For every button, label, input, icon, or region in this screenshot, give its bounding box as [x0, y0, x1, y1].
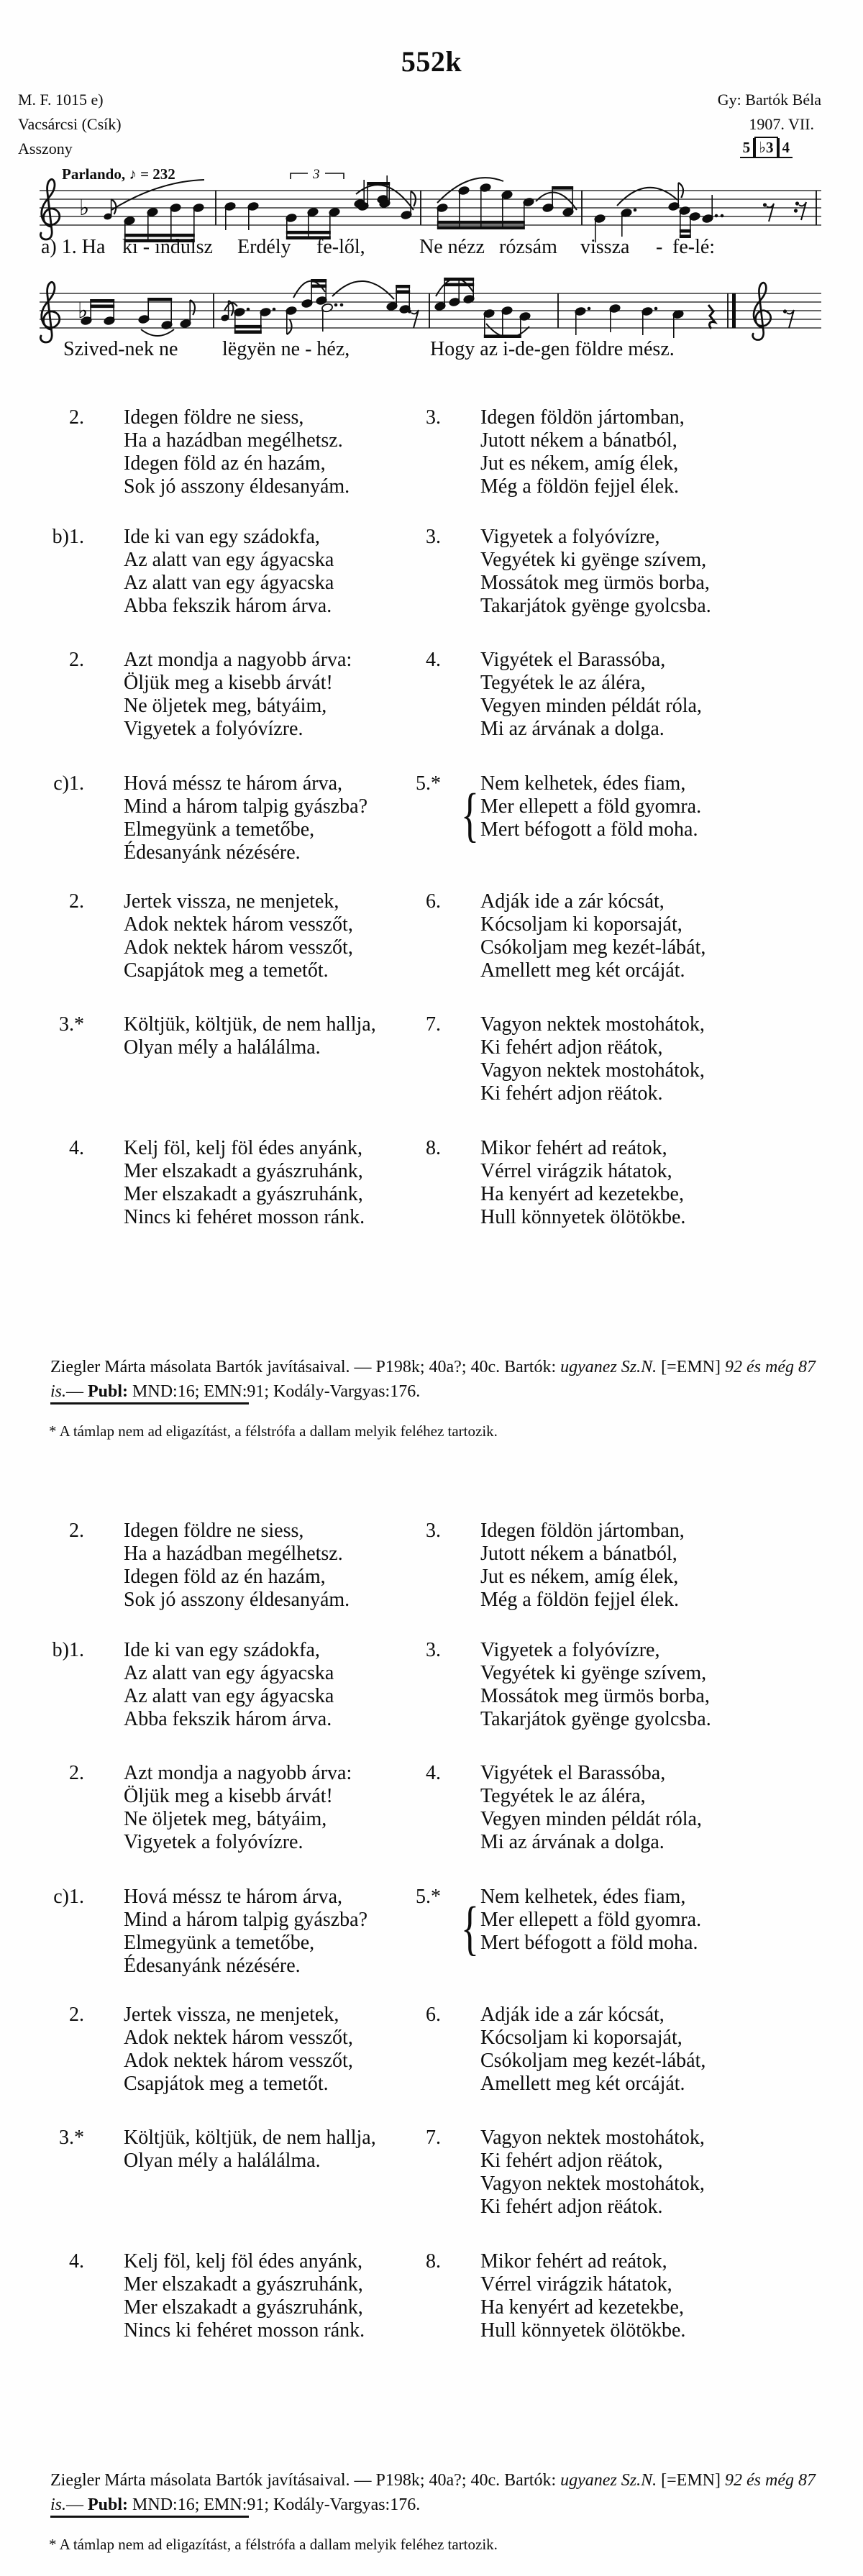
cadence-first: 5 — [740, 138, 755, 158]
verse-line: Olyan mély a halálálma. — [124, 1036, 321, 1059]
verse-stanza — [59, 2127, 376, 2173]
verse-line: Adok nektek három vesszőt, — [124, 2050, 353, 2072]
verse-line: Mert béfogott a föld moha. — [480, 1932, 698, 1954]
verse-line: Amellett meg két orcáját. — [480, 2073, 685, 2095]
lyric-syllable: Erdély — [237, 236, 291, 258]
verse-line: Mer ellepett a föld gyomra. — [480, 1909, 702, 1931]
verse-line: Adok nektek három vesszőt, — [124, 2027, 353, 2049]
verse-stanza — [69, 1762, 352, 1854]
source-ref: M. F. 1015 e) — [18, 91, 104, 109]
verse-stanza — [416, 1886, 702, 1962]
verse-line: Vigyétek el Barassóba, — [480, 1762, 666, 1784]
augmentation-dot — [340, 303, 344, 307]
beam — [90, 299, 114, 303]
beam — [90, 305, 114, 309]
music-notation — [0, 0, 863, 431]
stanza-number: 8. — [426, 1137, 441, 1159]
verse-line: Idegen földre ne siess, — [124, 1520, 304, 1542]
verse-line: Mikor fehért ad reátok, — [480, 1137, 667, 1159]
verse-stanza — [426, 2127, 705, 2219]
stanza-number: 5.* — [416, 772, 441, 795]
rest-dot — [408, 309, 411, 313]
beam — [437, 221, 525, 224]
verse-line: Adok nektek három vesszőt, — [124, 913, 353, 936]
footnote-rule — [50, 2516, 249, 2518]
stanza-number: b)1. — [52, 1639, 84, 1661]
verse-line: Mind a három talpig gyászba? — [124, 795, 368, 818]
verse-stanza — [426, 649, 702, 741]
verse-line: Vagyon nektek mostohátok, — [480, 2173, 705, 2195]
footnote: * A támlap nem ad eligazítást, a félstrófa a dallam melyik feléhez tartozik. — [49, 2536, 498, 2553]
verse-line: Abba fekszik három árva. — [124, 1708, 332, 1730]
augmentation-dot — [247, 308, 250, 311]
verse-line: Hová méssz te három árva, — [124, 1886, 342, 1908]
verse-line: Még a földön fejjel élek. — [480, 475, 680, 498]
verse-line: Ne öljetek meg, bátyáim, — [124, 695, 327, 717]
source-note-segment: 92 és még 87 — [725, 1358, 816, 1376]
stanza-number: 2. — [69, 1762, 84, 1784]
beam — [234, 325, 262, 329]
variant-brace: { — [461, 782, 480, 849]
verse-line: Vigyétek el Barassóba, — [480, 649, 666, 671]
slur — [536, 193, 577, 211]
stanza-number: b)1. — [52, 526, 84, 548]
verse-line: Ha kenyért ad kezetekbe, — [480, 1183, 684, 1205]
stanza-number: 3. — [426, 406, 441, 429]
cadence-last: 4 — [778, 138, 793, 158]
verse-line: Jut es nékem, amíg élek, — [480, 452, 679, 475]
verse-stanza — [69, 2004, 353, 2096]
verse-line: Adják ide a zár kócsát, — [480, 890, 665, 913]
verse-line: Ha a hazádban megélhetsz. — [124, 429, 343, 452]
verse-line: Jertek vissza, ne menjetek, — [124, 2004, 339, 2026]
verse-stanza — [53, 1886, 368, 1978]
verse-line: Olyan mély a halálálma. — [124, 2150, 321, 2172]
augmentation-dot — [634, 209, 637, 212]
verse-line: Idegen földön jártomban, — [480, 1520, 685, 1542]
verse-line: Kócsoljam ki koporsaját, — [480, 913, 682, 936]
verse-line: Ki fehért adjon rëátok, — [480, 2150, 663, 2172]
cadence-main: ♭3 — [754, 137, 777, 158]
verse-line: Elmegyünk a temetőbe, — [124, 1932, 315, 1954]
verse-line: Vigyetek a folyóvízre. — [124, 1831, 303, 1853]
performer: Asszony — [18, 140, 73, 157]
source-note-segment: — — [66, 2495, 88, 2514]
verse-line: Vigyetek a folyóvízre. — [124, 718, 303, 740]
verse-line: Öljük meg a kisebb árvát! — [124, 1785, 333, 1807]
verse-line: Amellett meg két orcáját. — [480, 959, 685, 982]
stanza-number: 8. — [426, 2250, 441, 2273]
verse-line: Mossátok meg ürmös borba, — [480, 1685, 710, 1707]
verse-line: Mossátok meg ürmös borba, — [480, 572, 710, 594]
location: Vacsárcsi (Csík) — [18, 115, 122, 133]
slur — [111, 180, 204, 210]
rest-dot — [763, 203, 767, 206]
collection-date: 1907. VII. — [749, 115, 814, 133]
verse-line: Mi az árvának a dolga. — [480, 1831, 665, 1853]
source-note-segment: Publ: — [88, 1382, 129, 1401]
source-note — [50, 2468, 831, 2517]
verse-line: Vegyen minden példát róla, — [480, 695, 702, 717]
quarter-rest — [708, 305, 715, 329]
source-note-segment: MND:16; EMN:91; Kodály-Vargyas:176. — [128, 2495, 421, 2514]
verse-line: Mikor fehért ad reátok, — [480, 2250, 667, 2273]
rest-dot — [783, 309, 787, 313]
slur — [293, 281, 325, 298]
augmentation-dot — [273, 308, 276, 311]
beam — [234, 330, 262, 334]
flat-sign: ♭ — [78, 299, 88, 323]
verse-line: Csókoljam meg kezét-lábát, — [480, 2050, 706, 2072]
verse-line: Ide ki van egy szádokfa, — [124, 526, 320, 548]
source-note-segment: — — [66, 1382, 88, 1401]
verse-line: Hull könnyetek ölötökbe. — [480, 2319, 686, 2342]
source-note-segment: 92 és még 87 — [725, 2471, 816, 2490]
verse-stanza — [426, 2004, 706, 2096]
augmentation-dot — [715, 214, 718, 218]
lyric-syllable: Ne nézz — [419, 236, 485, 258]
footnote: * A támlap nem ad eligazítást, a félstrófa a dallam melyik feléhez tartozik. — [49, 1422, 498, 1440]
stanza-number: 3. — [426, 526, 441, 548]
verse-line: Az alatt van egy ágyacska — [124, 549, 334, 571]
stanza-number: 7. — [426, 1013, 441, 1036]
verse-line: Adják ide a zár kócsát, — [480, 2004, 665, 2026]
verse-line: Vérrel virágzik hátatok, — [480, 1160, 672, 1182]
beam — [396, 291, 410, 294]
lyric-syllable: fe-lől, — [316, 236, 365, 258]
stanza-number: c)1. — [53, 1886, 84, 1908]
verse-line: Kelj föl, kelj föl édes anyánk, — [124, 2250, 363, 2273]
stanza-number: 4. — [426, 649, 441, 671]
verse-stanza — [426, 1137, 686, 1229]
verse-stanza — [426, 1639, 711, 1731]
augmentation-dot — [334, 303, 338, 307]
source-note — [50, 1355, 831, 1404]
verse-stanza — [69, 2250, 365, 2342]
verse-line: Költjük, költjük, de nem hallja, — [124, 1013, 376, 1036]
source-note-segment: ugyanez Sz.N. — [560, 2471, 657, 2490]
verse-line: Vegyétek ki gyënge szívem, — [480, 1662, 707, 1684]
stanza-number: 3.* — [59, 2127, 84, 2149]
verse-line: Mer elszakadt a gyászruhánk, — [124, 1183, 363, 1205]
source-note-segment: Publ: — [88, 2495, 129, 2514]
slur — [141, 329, 174, 336]
verse-line: Nincs ki fehéret mosson ránk. — [124, 2319, 365, 2342]
verse-stanza — [426, 2250, 686, 2342]
verse-line: Elmegyünk a temetőbe, — [124, 818, 315, 841]
source-note-segment: Ziegler Márta másolata Bartók javításaival. — P198k; 40a?; 40c. Bartók: — [50, 2471, 561, 2490]
verse-stanza — [426, 406, 685, 498]
verse-stanza — [52, 1639, 334, 1731]
verse-line: Még a földön fejjel élek. — [480, 1589, 680, 1611]
collector: Gy: Bartók Béla — [717, 91, 821, 109]
source-note-segment: [=EMN] — [657, 1358, 725, 1376]
verse-line: Mi az árvának a dolga. — [480, 718, 665, 740]
verse-line: Csókoljam meg kezét-lábát, — [480, 936, 706, 959]
lyric-syllable: a) 1. Ha — [41, 236, 106, 258]
verse-stanza — [69, 649, 352, 741]
verse-line: Az alatt van egy ágyacska — [124, 1662, 334, 1684]
stanza-number: 6. — [426, 890, 441, 913]
augmentation-dot — [654, 307, 658, 311]
verse-stanza — [69, 1137, 365, 1229]
verse-line: Idegen föld az én hazám, — [124, 452, 326, 475]
augmentation-dot — [721, 214, 724, 218]
lyric-syllable: Szived-nek ne — [63, 338, 178, 360]
triplet-number: 3 — [313, 167, 320, 182]
lyric-syllable: Hogy az i-de-gen földre mész. — [430, 338, 675, 360]
stanza-number: 6. — [426, 2004, 441, 2026]
verse-stanza — [426, 526, 711, 618]
verse-line: Vagyon nektek mostohátok, — [480, 1059, 705, 1082]
verse-line: Az alatt van egy ágyacska — [124, 1685, 334, 1707]
lyric-syllable: ki - indulsz — [122, 236, 213, 258]
stanza-number: 2. — [69, 406, 84, 429]
verse-line: Vérrel virágzik hátatok, — [480, 2273, 672, 2296]
verse-stanza — [52, 526, 334, 618]
verse-line: Abba fekszik három árva. — [124, 595, 332, 617]
verse-line: Nem kelhetek, édes fiam, — [480, 772, 686, 795]
verse-line: Hull könnyetek ölötökbe. — [480, 1206, 686, 1228]
verse-line: Csapjátok meg a temetőt. — [124, 2073, 329, 2095]
beam — [396, 285, 410, 288]
verse-line: Édesanyánk nézésére. — [124, 841, 301, 864]
stanza-number: 3. — [426, 1639, 441, 1661]
verse-stanza — [426, 1520, 685, 1612]
verse-line: Azt mondja a nagyobb árva: — [124, 649, 352, 671]
stanza-number: 5.* — [416, 1886, 441, 1908]
verse-line: Mer elszakadt a gyászruhánk, — [124, 1160, 363, 1182]
verse-line: Ne öljetek meg, bátyáim, — [124, 1808, 327, 1830]
stanza-number: 2. — [69, 890, 84, 913]
verse-line: Édesanyánk nézésére. — [124, 1955, 301, 1977]
verse-line: Ha a hazádban megélhetsz. — [124, 1543, 343, 1565]
verse-line: Nem kelhetek, édes fiam, — [480, 1886, 686, 1908]
staff-2 — [40, 278, 821, 342]
augmentation-dot — [588, 307, 591, 311]
verse-line: Jutott nékem a bánatból, — [480, 429, 677, 452]
stanza-number: 4. — [69, 1137, 84, 1159]
verse-line: Ha kenyért ad kezetekbe, — [480, 2296, 684, 2319]
verse-line: Takarjátok gyënge gyolcsba. — [480, 595, 711, 617]
verse-line: Az alatt van egy ágyacska — [124, 572, 334, 594]
note-flag — [287, 319, 292, 334]
source-note-segment: is. — [50, 2495, 67, 2514]
verse-line: Kócsoljam ki koporsaját, — [480, 2027, 682, 2049]
verse-line: Ki fehért adjon rëátok. — [480, 2196, 663, 2218]
verse-line: Idegen földre ne siess, — [124, 406, 304, 429]
verse-line: Jertek vissza, ne menjetek, — [124, 890, 339, 913]
verse-stanza — [69, 1520, 350, 1612]
note-flag — [111, 199, 117, 214]
verse-line: Takarjátok gyënge gyolcsba. — [480, 1708, 711, 1730]
stanza-number: 2. — [69, 1520, 84, 1542]
verse-line: Ki fehért adjon rëátok. — [480, 1082, 663, 1105]
source-note-segment: ugyanez Sz.N. — [560, 1358, 657, 1376]
source-note-segment: [=EMN] — [657, 2471, 725, 2490]
lyric-syllable: fe-lé: — [672, 236, 716, 258]
verse-line: Jut es nékem, amíg élek, — [480, 1566, 679, 1588]
verse-line: Idegen földön jártomban, — [480, 406, 685, 429]
stanza-number: c)1. — [53, 772, 84, 795]
verse-line: Tegyétek le az áléra, — [480, 672, 646, 694]
verse-line: Sok jó asszony éldesanyám. — [124, 475, 350, 498]
beam — [286, 231, 331, 234]
verse-line: Mer elszakadt a gyászruhánk, — [124, 2296, 363, 2319]
double-bar-thick — [732, 293, 736, 328]
stanza-number: 7. — [426, 2127, 441, 2149]
eighth-rest — [799, 202, 806, 220]
stanza-number: 4. — [69, 2250, 84, 2273]
beam — [437, 226, 525, 229]
page-title: 552k — [401, 45, 462, 78]
verse-line: Vagyon nektek mostohátok, — [480, 2127, 705, 2149]
verse-line: Csapjátok meg a temetőt. — [124, 959, 329, 982]
verse-line: Vegyen minden példát róla, — [480, 1808, 702, 1830]
lyric-syllable: vissza — [580, 236, 630, 258]
verse-stanza — [69, 890, 353, 982]
verse-stanza — [426, 1762, 702, 1854]
stanza-number: 3. — [426, 1520, 441, 1542]
flat-sign: ♭ — [79, 196, 90, 220]
footnote-rule — [50, 1402, 249, 1405]
verse-line: Idegen föld az én hazám, — [124, 1566, 326, 1588]
lyric-syllable: rózsám — [499, 236, 557, 258]
source-note-segment: is. — [50, 1382, 67, 1401]
source-note-segment: Ziegler Márta másolata Bartók javításaival. — P198k; 40a?; 40c. Bartók: — [50, 1358, 561, 1376]
verse-line: Sok jó asszony éldesanyám. — [124, 1589, 350, 1611]
verse-line: Költjük, költjük, de nem hallja, — [124, 2127, 376, 2149]
verse-line: Mer ellepett a föld gyomra. — [480, 795, 702, 818]
slur — [332, 281, 394, 299]
verse-line: Jutott nékem a bánatból, — [480, 1543, 677, 1565]
verse-stanza — [69, 406, 350, 498]
verse-line: Azt mondja a nagyobb árva: — [124, 1762, 352, 1784]
source-note-segment: MND:16; EMN:91; Kodály-Vargyas:176. — [128, 1382, 421, 1401]
verse-line: Öljük meg a kisebb árvát! — [124, 672, 333, 694]
rest-dot — [795, 201, 799, 205]
verse-line: Vigyetek a folyóvízre, — [480, 526, 660, 548]
tempo-marking: Parlando, ♪ = 232 — [62, 165, 175, 183]
eighth-rest — [767, 204, 774, 221]
beam — [680, 229, 691, 233]
verse-line: Mer elszakadt a gyászruhánk, — [124, 2273, 363, 2296]
verse-line: Nincs ki fehéret mosson ránk. — [124, 1206, 365, 1228]
treble-clef-icon — [753, 283, 771, 339]
stanza-number: 2. — [69, 2004, 84, 2026]
verse-line: Vigyetek a folyóvízre, — [480, 1639, 660, 1661]
lyric-syllable: - — [656, 236, 663, 258]
staff-1 — [40, 175, 821, 242]
verse-stanza — [426, 1013, 705, 1105]
verse-line: Ki fehért adjon rëátok, — [480, 1036, 663, 1059]
verse-stanza — [426, 890, 706, 982]
lyric-syllable: lëgyën ne - héz, — [222, 338, 350, 360]
verse-line: Kelj föl, kelj föl édes anyánk, — [124, 1137, 363, 1159]
stanza-number: 3.* — [59, 1013, 84, 1036]
verse-line: Tegyétek le az áléra, — [480, 1785, 646, 1807]
verse-stanza — [416, 772, 702, 849]
verse-line: Ide ki van egy szádokfa, — [124, 1639, 320, 1661]
treble-clef-icon — [40, 282, 59, 342]
verse-line: Vegyétek ki gyënge szívem, — [480, 549, 707, 571]
verse-stanza — [53, 772, 368, 864]
beam — [552, 186, 573, 190]
verse-line: Adok nektek három vesszőt, — [124, 936, 353, 959]
rest-dot — [794, 209, 798, 212]
stanza-number: 2. — [69, 649, 84, 671]
slur — [224, 303, 237, 311]
variant-brace: { — [461, 1895, 480, 1962]
verse-line: Hová méssz te három árva, — [124, 772, 342, 795]
beam — [147, 298, 172, 301]
verse-line: Mert béfogott a föld moha. — [480, 818, 698, 841]
stanza-number: 4. — [426, 1762, 441, 1784]
beam — [444, 283, 474, 287]
verse-line: Vagyon nektek mostohátok, — [480, 1013, 705, 1036]
verse-line: Mind a három talpig gyászba? — [124, 1909, 368, 1931]
treble-clef-icon — [40, 179, 59, 239]
verse-stanza — [59, 1013, 376, 1059]
